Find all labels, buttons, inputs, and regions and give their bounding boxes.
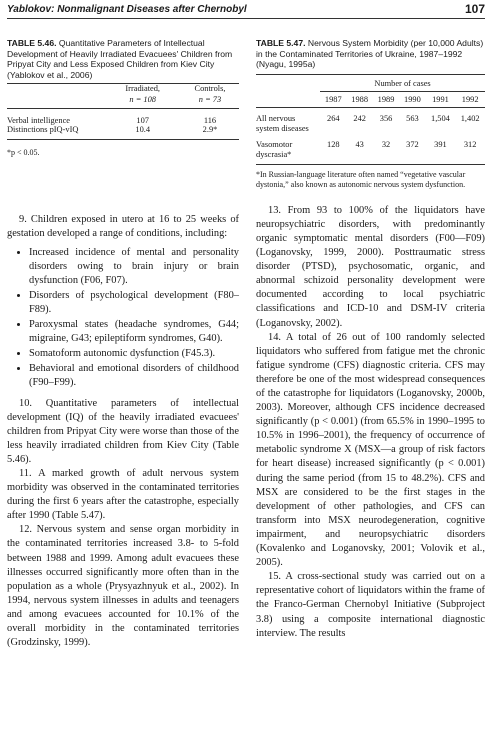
table-cell: 242 xyxy=(353,113,366,123)
cell-controls: 2.9* xyxy=(181,125,239,140)
table-cell: 264 xyxy=(327,113,340,123)
col-controls-header: Controls, n = 73 xyxy=(181,84,239,109)
paragraph-15: 15. A cross-sectional study was carried out on a representative cohort of liquidators within the frame of the Franco-German Chernobyl Initiative (Subproject 3.8) using a composite international diagnostic interview. The results xyxy=(256,571,485,639)
table-cell: 128 xyxy=(320,134,346,165)
year-header: 1987 xyxy=(320,91,346,107)
paragraph-13: 13. From 93 to 100% of the liquidators have neuropsychiatric disorders, with predominantly organic symptomatic mental disorders (F00—F09) (Loganovsky, 1999, 2000). Posttraumatic stress disorder (PTSD), psychosomatic, organic, and abnormal schizoid personality development were documented according to local psychiatric classifications and ICD-10 and DSM-IV criteria (Loganovsky, 2002). xyxy=(256,204,485,329)
list-item: • Paroxysmal states (headache syndromes, G44; migraine, G43; epileptiform syndromes, G40). xyxy=(29,318,239,346)
table-5-46-caption: TABLE 5.46. Quantitative Parameters of Intellectual Development of Heavily Irradiated Evacuees' Children from Pripyat City and Less Exposed Children from Kiev City (Yablokov et al., 2006) xyxy=(7,38,233,80)
year-header: 1990 xyxy=(399,91,425,107)
table-cell: 391 xyxy=(426,134,456,165)
year-header: 1991 xyxy=(426,91,456,107)
table-row xyxy=(7,109,239,126)
row-label: All nervous system diseases xyxy=(256,113,309,133)
table-cell: 563 xyxy=(406,113,419,123)
row-label: Verbal intelligence xyxy=(7,116,71,126)
table-cell: 1,402 xyxy=(460,113,480,123)
table-5-47-caption: TABLE 5.47. Nervous System Morbidity (per 10,000 Adults) in the Contaminated Territories of Ukraine, 1987–1992 (Nyagu, 1995a) xyxy=(256,38,484,70)
running-header xyxy=(7,2,485,19)
year-header: 1988 xyxy=(346,91,372,107)
list-item: • Disorders of psychological development (F80–F89). xyxy=(29,289,239,317)
table-5-46-footnote: *p < 0.05. xyxy=(7,148,40,158)
list-item: • Increased incidence of mental and personality disorders owing to brain injury or brain dysfunction (F06, F07). xyxy=(29,246,239,288)
paragraph-9: 9. Children exposed in utero at 16 to 25 weeks of gestation developed a range of conditions, including: xyxy=(7,214,239,240)
paragraph-12: 12. Nervous system and sense organ morbidity in the contaminated territories increased 3.8- to 5-fold between 1988 and 1999. Among adult evacuees these illnesses occurred significantly more often than in the population as a whole (Prysyazhnyuk et al., 2002). In 1994, nervous system illnesses in adults and teenagers and among evacuees accounted for 10.1% of the overall morbidity in the contaminated territories (Grodzinsky, 1999). xyxy=(7,524,239,649)
page-number: 107 xyxy=(464,2,485,16)
number-of-cases-header: Number of cases xyxy=(320,75,485,92)
table-5-47-footnote: *In Russian-language literature often named “vegetative vascular dystonia,” also known as autonomic nervous system dysfunction. xyxy=(256,169,466,189)
table-row xyxy=(256,134,485,165)
cell-controls: 116 xyxy=(203,116,217,126)
paragraph-11: 11. A marked growth of adult nervous system morbidity was observed in the contaminated territories during the first 6 years after the catastrophe, especially after 1990 (Table 5.47). xyxy=(7,467,239,522)
table-5-47-grid xyxy=(256,75,485,165)
table-5-47-label: TABLE 5.47. xyxy=(256,38,306,48)
right-column xyxy=(256,38,485,641)
cell-irradiated: 107 xyxy=(136,116,149,126)
table-cell: 32 xyxy=(373,134,399,165)
paragraph-10: 10. Quantitative parameters of intellectual development (IQ) of the heavily irradiated evacuees' children from Pripyat City were worse than those of the less heavily irradiated children from Kiev City (Table 5.46). xyxy=(7,397,239,465)
table-5-47 xyxy=(256,38,485,190)
table-cell: 372 xyxy=(399,134,425,165)
table-5-46 xyxy=(7,38,239,157)
row-label: Distinctions pIQ-vIQ xyxy=(7,125,104,140)
left-column xyxy=(7,38,239,650)
list-item: • Behavioral and emotional disorders of childhood (F90–F99). xyxy=(29,362,239,390)
table-row xyxy=(256,107,485,134)
running-title: Yablokov: Nonmalignant Diseases after Chernobyl xyxy=(7,4,247,15)
table-cell: 1,504 xyxy=(431,113,450,123)
table-5-46-grid xyxy=(7,84,239,140)
table-cell: 43 xyxy=(346,134,372,165)
col-irradiated-header: Irradiated, n = 108 xyxy=(104,84,181,109)
table-cell: 356 xyxy=(379,113,393,123)
cell-irradiated: 10.4 xyxy=(104,125,181,140)
condition-list xyxy=(7,246,239,391)
table-row xyxy=(7,125,239,140)
row-label: Vasomotor dyscrasia* xyxy=(256,134,320,165)
year-header: 1992 xyxy=(455,91,485,107)
table-cell: 312 xyxy=(455,134,485,165)
paragraph-14: 14. A total of 26 out of 100 randomly selected liquidators who suffered from fatigue met the chronic fatigue syndrome (CFS) diagnostic criteria. CFS may therefore be one of the most widespread consequences of the catastrophe for liquidators (Loganovsky, 2000b, 2003). Moreover, although CFS incidence decreased significantly (p < 0.001) (from 65.5% in 1990–1995 to 10.5% in 1996–2001), the frequency of occurrence of metabolic syndrome X (MSX—a group of risk factors for heart disease) increased significantly (p < 0.001) during the same period (from 15 to 48.2%). CFS and MSX are considered to be the first stages in the development of other pathologies, and CFS can transform into MSX neurodegeneration, cognitive impairment, and neuropsychiatric disorders (Kovalenko and Loganovsky, 2001; Volovik et al., 2005). xyxy=(256,331,485,569)
year-header: 1989 xyxy=(373,91,399,107)
list-item: • Somatoform autonomic dysfunction (F45.3). xyxy=(29,347,239,361)
table-5-46-label: TABLE 5.46. xyxy=(7,38,57,48)
